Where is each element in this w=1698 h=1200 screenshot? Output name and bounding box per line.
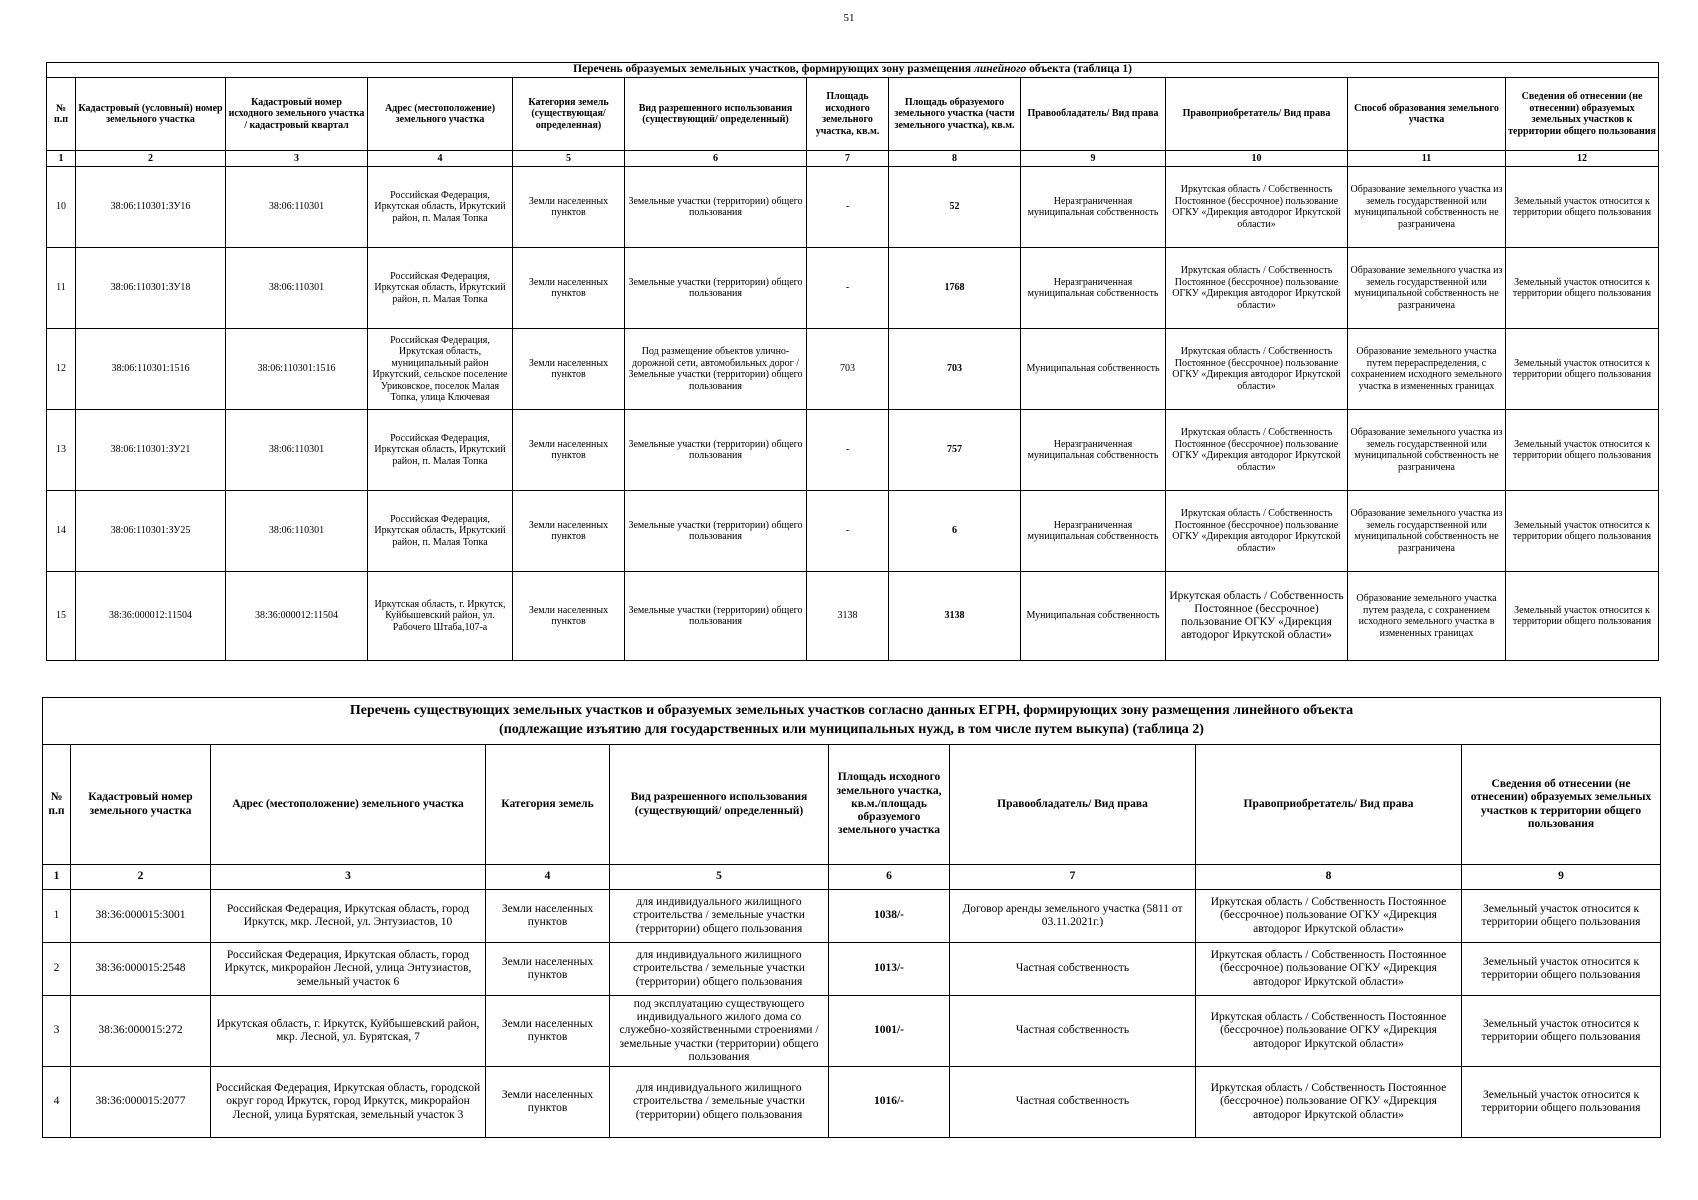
table1-header-cell: Вид разрешенного использования (существующий/ определенный) — [625, 78, 807, 151]
public-use-info: Земельный участок относится к территории общего пользования — [1462, 1067, 1661, 1138]
right-holder: Неразграниченная муниципальная собственность — [1021, 167, 1166, 248]
cadastral-number: 38:06:110301:1516 — [76, 329, 226, 410]
table1-title: Перечень образуемых земельных участков, формирующих зону размещения линейного объекта (таблица 1) — [47, 63, 1659, 78]
table-formed-plots — [46, 62, 1659, 661]
acquirer: Иркутская область / Собственность Постоянное (бессрочное) пользование ОГКУ «Дирекция автодорог Иркутской области» — [1166, 167, 1348, 248]
row-index: 10 — [47, 167, 76, 248]
cadastral-number: 38:36:000012:11504 — [76, 572, 226, 661]
right-holder: Договор аренды земельного участка (5811 от 03.11.2021г.) — [950, 890, 1196, 943]
table2-header-cell: № п.п — [43, 745, 71, 865]
source-cadastral-number: 38:36:000012:11504 — [226, 572, 368, 661]
source-cadastral-number: 38:06:110301:1516 — [226, 329, 368, 410]
acquirer: Иркутская область / Собственность Постоянное (бессрочное) пользование ОГКУ «Дирекция автодорог Иркутской области» — [1196, 996, 1462, 1067]
table-row — [47, 329, 1659, 410]
table-row — [47, 572, 1659, 661]
address: Российская Федерация, Иркутская область, Иркутский район, п. Малая Топка — [368, 167, 513, 248]
table1-header-cell: Правоприобретатель/ Вид права — [1166, 78, 1348, 151]
column-number: 9 — [1021, 151, 1166, 167]
cadastral-number: 38:06:110301:ЗУ21 — [76, 410, 226, 491]
address: Российская Федерация, Иркутская область, городской округ город Иркутск, город Иркутск, микрорайон Лесной, улица Бурятская, земельный участок 3 — [211, 1067, 486, 1138]
formed-area: 703 — [889, 329, 1021, 410]
table-row — [43, 890, 1661, 943]
public-use-info: Земельный участок относится к территории общего пользования — [1506, 248, 1659, 329]
table-row — [43, 1067, 1661, 1138]
table2-header-cell: Вид разрешенного использования (существующий/ определенный) — [610, 745, 829, 865]
table-row — [43, 943, 1661, 996]
table-row — [47, 410, 1659, 491]
formation-method: Образование земельного участка из земель государственной или муниципальной собственность не разграничена — [1348, 410, 1506, 491]
public-use-info: Земельный участок относится к территории общего пользования — [1506, 410, 1659, 491]
row-index: 4 — [43, 1067, 71, 1138]
formed-area: 52 — [889, 167, 1021, 248]
permitted-use: Земельные участки (территории) общего пользования — [625, 248, 807, 329]
source-area: 703 — [807, 329, 889, 410]
address: Российская Федерация, Иркутская область, муниципальный район Иркутский, сельское поселение Уриковское, поселок Малая Топка, улица Ключевая — [368, 329, 513, 410]
table1-header-cell: Кадастровый номер исходного земельного участка / кадастровый квартал — [226, 78, 368, 151]
area: 1001/- — [829, 996, 950, 1067]
source-cadastral-number: 38:06:110301 — [226, 491, 368, 572]
cadastral-number: 38:06:110301:ЗУ18 — [76, 248, 226, 329]
address: Российская Федерация, Иркутская область, город Иркутск, микрорайон Лесной, улица Энтузиастов, земельный участок 6 — [211, 943, 486, 996]
formed-area: 6 — [889, 491, 1021, 572]
cadastral-number: 38:36:000015:2548 — [71, 943, 211, 996]
table1-header-cell: Площадь образуемого земельного участка (части земельного участка), кв.м. — [889, 78, 1021, 151]
source-cadastral-number: 38:06:110301 — [226, 167, 368, 248]
land-category: Земли населенных пунктов — [513, 329, 625, 410]
formation-method: Образование земельного участка из земель государственной или муниципальной собственность не разграничена — [1348, 491, 1506, 572]
row-index: 14 — [47, 491, 76, 572]
right-holder: Неразграниченная муниципальная собственность — [1021, 410, 1166, 491]
column-number: 3 — [211, 865, 486, 890]
cadastral-number: 38:36:000015:2077 — [71, 1067, 211, 1138]
land-category: Земли населенных пунктов — [486, 1067, 610, 1138]
source-area: - — [807, 491, 889, 572]
acquirer: Иркутская область / Собственность Постоянное (бессрочное) пользование ОГКУ «Дирекция автодорог Иркутской области» — [1196, 943, 1462, 996]
row-index: 11 — [47, 248, 76, 329]
row-index: 12 — [47, 329, 76, 410]
formation-method: Образование земельного участка из земель государственной или муниципальной собственность не разграничена — [1348, 167, 1506, 248]
acquirer: Иркутская область / Собственность Постоянное (бессрочное) пользование ОГКУ «Дирекция автодорог Иркутской области» — [1166, 572, 1348, 661]
formation-method: Образование земельного участка из земель государственной или муниципальной собственность не разграничена — [1348, 248, 1506, 329]
acquirer: Иркутская область / Собственность Постоянное (бессрочное) пользование ОГКУ «Дирекция автодорог Иркутской области» — [1196, 890, 1462, 943]
table-row — [43, 996, 1661, 1067]
table2-header-cell: Адрес (местоположение) земельного участка — [211, 745, 486, 865]
column-number: 11 — [1348, 151, 1506, 167]
public-use-info: Земельный участок относится к территории общего пользования — [1462, 996, 1661, 1067]
column-number: 8 — [889, 151, 1021, 167]
column-number: 6 — [829, 865, 950, 890]
public-use-info: Земельный участок относится к территории общего пользования — [1506, 572, 1659, 661]
public-use-info: Земельный участок относится к территории общего пользования — [1462, 890, 1661, 943]
acquirer: Иркутская область / Собственность Постоянное (бессрочное) пользование ОГКУ «Дирекция автодорог Иркутской области» — [1166, 491, 1348, 572]
cadastral-number: 38:06:110301:ЗУ16 — [76, 167, 226, 248]
column-number: 7 — [807, 151, 889, 167]
formation-method: Образование земельного участка путем раздела, с сохранением исходного земельного участка в измененных границах — [1348, 572, 1506, 661]
formed-area: 757 — [889, 410, 1021, 491]
row-index: 13 — [47, 410, 76, 491]
column-number: 1 — [47, 151, 76, 167]
table1-header-cell: Кадастровый (условный) номер земельного участка — [76, 78, 226, 151]
column-number: 5 — [610, 865, 829, 890]
table2-header-cell: Кадастровый номер земельного участка — [71, 745, 211, 865]
right-holder: Частная собственность — [950, 996, 1196, 1067]
acquirer: Иркутская область / Собственность Постоянное (бессрочное) пользование ОГКУ «Дирекция автодорог Иркутской области» — [1166, 329, 1348, 410]
right-holder: Муниципальная собственность — [1021, 329, 1166, 410]
address: Иркутская область, г. Иркутск, Куйбышевский район, ул. Рабочего Штаба,107-а — [368, 572, 513, 661]
table1-header-cell: Площадь исходного земельного участка, кв.м. — [807, 78, 889, 151]
table1-header-cell: № п.п — [47, 78, 76, 151]
land-category: Земли населенных пунктов — [513, 491, 625, 572]
row-index: 2 — [43, 943, 71, 996]
column-number: 10 — [1166, 151, 1348, 167]
public-use-info: Земельный участок относится к территории общего пользования — [1462, 943, 1661, 996]
table-existing-plots — [42, 697, 1661, 1138]
public-use-info: Земельный участок относится к территории общего пользования — [1506, 167, 1659, 248]
area: 1016/- — [829, 1067, 950, 1138]
address: Российская Федерация, Иркутская область, Иркутский район, п. Малая Топка — [368, 248, 513, 329]
right-holder: Муниципальная собственность — [1021, 572, 1166, 661]
formed-area: 3138 — [889, 572, 1021, 661]
table1-header-cell: Адрес (местоположение) земельного участка — [368, 78, 513, 151]
source-cadastral-number: 38:06:110301 — [226, 248, 368, 329]
address: Российская Федерация, Иркутская область, город Иркутск, мкр. Лесной, ул. Энтузиастов, 10 — [211, 890, 486, 943]
land-category: Земли населенных пунктов — [513, 248, 625, 329]
permitted-use: Земельные участки (территории) общего пользования — [625, 491, 807, 572]
table2-header-cell: Сведения об отнесении (не отнесении) образуемых земельных участков к территории общего пользования — [1462, 745, 1661, 865]
table-row — [47, 167, 1659, 248]
column-number: 4 — [486, 865, 610, 890]
permitted-use: под эксплуатацию существующего индивидуального жилого дома со служебно-хозяйственными строениями / земельные участки (территории) общего пользования — [610, 996, 829, 1067]
address: Российская Федерация, Иркутская область, Иркутский район, п. Малая Топка — [368, 410, 513, 491]
column-number: 8 — [1196, 865, 1462, 890]
permitted-use: для индивидуального жилищного строительства / земельные участки (территории) общего пользования — [610, 943, 829, 996]
right-holder: Неразграниченная муниципальная собственность — [1021, 248, 1166, 329]
address: Иркутская область, г. Иркутск, Куйбышевский район, мкр. Лесной, ул. Бурятская, 7 — [211, 996, 486, 1067]
source-area: 3138 — [807, 572, 889, 661]
source-cadastral-number: 38:06:110301 — [226, 410, 368, 491]
column-number: 5 — [513, 151, 625, 167]
source-area: - — [807, 248, 889, 329]
table2-title: Перечень существующих земельных участков и образуемых земельных участков согласно данных ЕГРН, формирующих зону размещения линейного объекта (подлежащие изъятию для государственных или муниципальных нужд, в том числе путем выкупа) (таблица 2) — [43, 698, 1661, 745]
permitted-use: Под размещение объектов улично-дорожной сети, автомобильных дорог / Земельные участки (территории) общего пользования — [625, 329, 807, 410]
table2-header-cell: Правоприобретатель/ Вид права — [1196, 745, 1462, 865]
acquirer: Иркутская область / Собственность Постоянное (бессрочное) пользование ОГКУ «Дирекция автодорог Иркутской области» — [1166, 248, 1348, 329]
row-index: 15 — [47, 572, 76, 661]
table1-header-cell: Способ образования земельного участка — [1348, 78, 1506, 151]
column-number: 4 — [368, 151, 513, 167]
land-category: Земли населенных пунктов — [486, 943, 610, 996]
column-number: 12 — [1506, 151, 1659, 167]
table1-header-row — [47, 78, 1659, 151]
table2-header-cell: Категория земель — [486, 745, 610, 865]
land-category: Земли населенных пунктов — [486, 890, 610, 943]
table1-header-cell: Категория земель (существующая/ определенная) — [513, 78, 625, 151]
acquirer: Иркутская область / Собственность Постоянное (бессрочное) пользование ОГКУ «Дирекция автодорог Иркутской области» — [1196, 1067, 1462, 1138]
page-number: 51 — [843, 12, 855, 24]
table2-header-row — [43, 745, 1661, 865]
table-row — [47, 491, 1659, 572]
table2-column-numbers — [43, 865, 1661, 890]
permitted-use: Земельные участки (территории) общего пользования — [625, 167, 807, 248]
public-use-info: Земельный участок относится к территории общего пользования — [1506, 329, 1659, 410]
cadastral-number: 38:36:000015:3001 — [71, 890, 211, 943]
column-number: 6 — [625, 151, 807, 167]
source-area: - — [807, 410, 889, 491]
land-category: Земли населенных пунктов — [513, 572, 625, 661]
table2-header-cell: Площадь исходного земельного участка, кв.м./площадь образуемого земельного участка — [829, 745, 950, 865]
column-number: 9 — [1462, 865, 1661, 890]
permitted-use: Земельные участки (территории) общего пользования — [625, 572, 807, 661]
land-category: Земли населенных пунктов — [486, 996, 610, 1067]
permitted-use: Земельные участки (территории) общего пользования — [625, 410, 807, 491]
formation-method: Образование земельного участка путем перераспределения, с сохранением исходного земельного участка в измененных границах — [1348, 329, 1506, 410]
address: Российская Федерация, Иркутская область, Иркутский район, п. Малая Топка — [368, 491, 513, 572]
right-holder: Неразграниченная муниципальная собственность — [1021, 491, 1166, 572]
table-row — [47, 248, 1659, 329]
table2-header-cell: Правообладатель/ Вид права — [950, 745, 1196, 865]
land-category: Земли населенных пунктов — [513, 167, 625, 248]
column-number: 2 — [76, 151, 226, 167]
source-area: - — [807, 167, 889, 248]
public-use-info: Земельный участок относится к территории общего пользования — [1506, 491, 1659, 572]
row-index: 3 — [43, 996, 71, 1067]
column-number: 7 — [950, 865, 1196, 890]
cadastral-number: 38:36:000015:272 — [71, 996, 211, 1067]
column-number: 3 — [226, 151, 368, 167]
permitted-use: для индивидуального жилищного строительства / земельные участки (территории) общего пользования — [610, 1067, 829, 1138]
acquirer: Иркутская область / Собственность Постоянное (бессрочное) пользование ОГКУ «Дирекция автодорог Иркутской области» — [1166, 410, 1348, 491]
column-number: 2 — [71, 865, 211, 890]
area: 1038/- — [829, 890, 950, 943]
right-holder: Частная собственность — [950, 1067, 1196, 1138]
column-number: 1 — [43, 865, 71, 890]
formed-area: 1768 — [889, 248, 1021, 329]
table1-header-cell: Правообладатель/ Вид права — [1021, 78, 1166, 151]
area: 1013/- — [829, 943, 950, 996]
land-category: Земли населенных пунктов — [513, 410, 625, 491]
cadastral-number: 38:06:110301:ЗУ25 — [76, 491, 226, 572]
row-index: 1 — [43, 890, 71, 943]
table1-column-numbers — [47, 151, 1659, 167]
permitted-use: для индивидуального жилищного строительства / земельные участки (территории) общего пользования — [610, 890, 829, 943]
right-holder: Частная собственность — [950, 943, 1196, 996]
table1-header-cell: Сведения об отнесении (не отнесении) образуемых земельных участков к территории общего пользования — [1506, 78, 1659, 151]
